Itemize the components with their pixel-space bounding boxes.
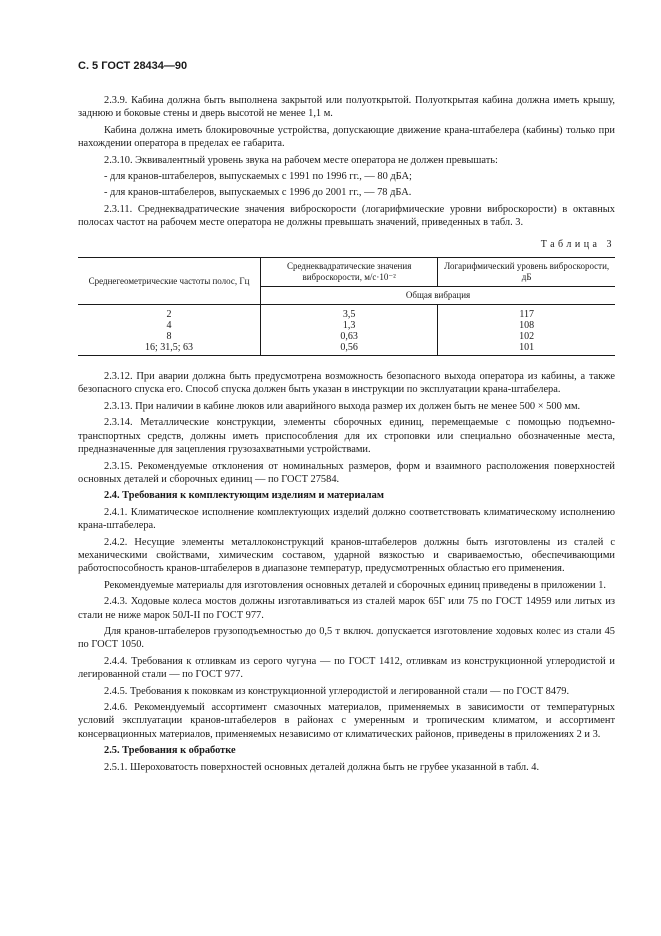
paragraph: 2.5.1. Шероховатость поверхностей основных деталей должна быть не грубее указанной в табл. 4.	[104, 761, 540, 773]
table-cell: 16; 31,5; 63	[78, 342, 261, 356]
paragraph: 2.4.3. Ходовые колеса мостов должны изготавливаться из сталей марок 65Г или 75 по ГОСТ 14959 или литых из стали не ниже марок 50Л-II по ГОСТ 977.	[78, 596, 615, 621]
table-cell: 4	[78, 320, 261, 331]
paragraph: 2.3.10. Эквивалентный уровень звука на рабочем месте оператора не должен превышать:	[104, 154, 498, 166]
section-heading: 2.5. Требования к обработке	[104, 745, 236, 757]
table-cell: 0,56	[261, 342, 438, 356]
paragraph: Рекомендуемые материалы для изготовления основных деталей и сборочных единиц приведены в приложении 1.	[104, 579, 606, 591]
table-cell: 0,63	[261, 331, 438, 342]
body-text	[78, 94, 615, 774]
list-item: - для кранов-штабелеров, выпускаемых с 1991 по 1996 гг., — 80 дБА;	[104, 171, 412, 183]
column-header-frequency: Среднегеометрические частоты полос, Гц	[78, 258, 261, 305]
paragraph: 2.3.13. При наличии в кабине люков или аварийного выхода размер их должен быть не менее 500 × 500 мм.	[104, 400, 581, 412]
document-page	[78, 60, 615, 777]
list-item: - для кранов-штабелеров, выпускаемых с 1996 до 2001 гг., — 78 дБА.	[104, 187, 412, 199]
table-cell: 8	[78, 331, 261, 342]
paragraph: 2.3.14. Металлические конструкции, элементы сборочных единиц, перемещаемые с помощью подъемно-транспортных средств, должны иметь приспособления для их строповки или специально обозначенные места, предназначенные для зацепления грузозахватными устройствами.	[78, 417, 615, 456]
table-row	[78, 320, 615, 331]
table-cell: 101	[438, 342, 615, 356]
paragraph: 2.4.5. Требования к поковкам из конструкционной углеродистой и легированной стали — по ГОСТ 8479.	[104, 685, 570, 697]
paragraph: 2.4.4. Требования к отливкам из серого чугуна — по ГОСТ 1412, отливкам из конструкционной углеродистой и легированной стали — по ГОСТ 977.	[78, 655, 615, 681]
table-caption: Таблица 3	[540, 238, 615, 250]
section-heading: 2.4. Требования к комплектующим изделиям и материалам	[104, 490, 384, 502]
paragraph: 2.4.2. Несущие элементы металлоконструкций кранов-штабелеров должны быть изготовлены из сталей с механическими свойствами, химическим составом, ударной вязкостью и свариваемостью, обеспечивающими работоспособность кранов-штабелеров в диапазоне температур, предусмотренных областью его применения.	[78, 536, 615, 575]
table-subheader: Общая вибрация	[261, 287, 615, 305]
paragraph: Кабина должна иметь блокировочные устройства, допускающие движение крана-штабелера (кабины) только при нахождении оператора в пределах ее габарита.	[78, 124, 615, 150]
table-row	[78, 331, 615, 342]
page-header: С. 5 ГОСТ 28434—90	[78, 60, 188, 72]
table-cell: 1,3	[261, 320, 438, 331]
vibration-table	[78, 257, 615, 356]
paragraph: Для кранов-штабелеров грузоподъемностью до 0,5 т включ. допускается изготовление ходовых колес из стали 45 по ГОСТ 1050.	[78, 625, 615, 651]
paragraph: 2.3.15. Рекомендуемые отклонения от номинальных размеров, форм и взаимного расположения поверхностей основных деталей и сборочных единиц — по ГОСТ 27584.	[78, 460, 615, 485]
paragraph: 2.3.11. Среднеквадратические значения виброскорости (логарифмические уровни виброскорости) в октавных полосах частот на рабочем месте оператора не должны превышать значений, приведенных в табл. 3.	[78, 203, 615, 229]
paragraph: 2.4.1. Климатическое исполнение комплектующих изделий должно соответствовать климатическому исполнению крана-штабелера.	[78, 506, 615, 532]
table-row	[78, 305, 615, 321]
column-header-level: Логарифмический уровень виброскорости, дБ	[438, 258, 615, 287]
paragraph: 2.4.6. Рекомендуемый ассортимент смазочных материалов, применяемых в зависимости от температурных условий эксплуатации кранов-штабелеров в районах с умеренным и тропическим климатом, и ассортимент консервационных материалов, применяемых независимо от климатических районов, приведены в приложениях 2 и 3.	[78, 702, 615, 740]
column-header-velocity: Среднеквадратические значения виброскорости, м/с·10⁻²	[261, 258, 438, 287]
paragraph: 2.3.9. Кабина должна быть выполнена закрытой или полуоткрытой. Полуоткрытая кабина должна иметь крышу, заднюю и боковые стены и дверь высотой не менее 1,1 м.	[78, 95, 615, 120]
table-cell: 3,5	[261, 305, 438, 321]
table-cell: 102	[519, 331, 535, 343]
table-cell: 108	[519, 320, 535, 332]
table-row	[78, 342, 615, 356]
table-cell: 2	[78, 305, 261, 321]
paragraph: 2.3.12. При аварии должна быть предусмотрена возможность безопасного выхода оператора из кабины, а также безопасного спуска его. Способ спуска должен быть указан в инструкции по эксплуатации крана-штабелера.	[78, 371, 615, 396]
table-cell: 117	[519, 309, 534, 321]
